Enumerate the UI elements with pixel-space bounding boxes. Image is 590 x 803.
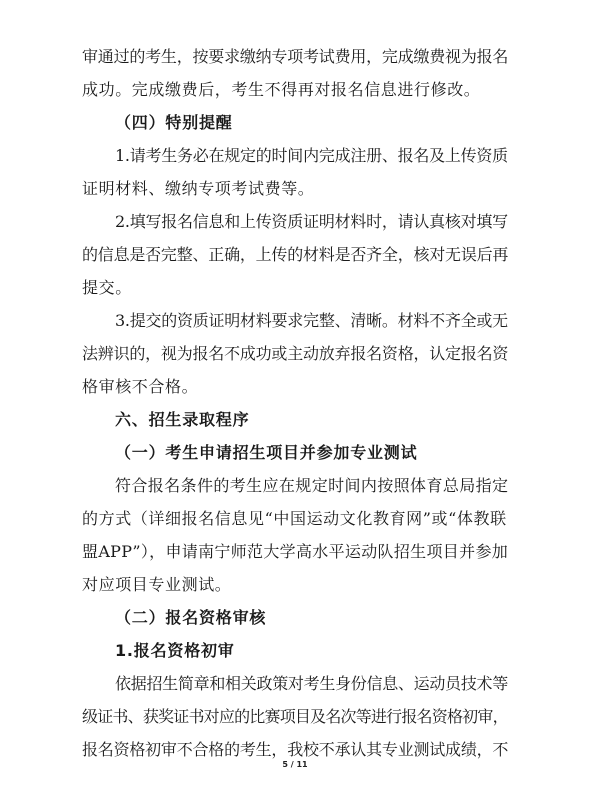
section-heading-admission-procedure: 六、招生录取程序: [115, 410, 250, 429]
subsection-heading-preliminary-review: 1.报名资格初审: [115, 641, 235, 660]
body-text-line: 1.请考生务必在规定的时间内完成注册、报名及上传资质: [115, 146, 508, 165]
section-heading-special-reminder: （四）特别提醒: [115, 113, 233, 132]
body-text-line: 报名资格初审不合格的考生，我校不承认其专业测试成绩，不: [82, 740, 509, 759]
body-text-line: 盟APP”），申请南宁师范大学高水平运动队招生项目并参加: [82, 542, 509, 561]
body-text-line: 提交。: [82, 278, 132, 297]
body-text-line: 对应项目专业测试。: [82, 575, 232, 594]
body-text-line: 3.提交的资质证明材料要求完整、清晰。材料不齐全或无: [115, 311, 508, 330]
page-number: 5 / 11: [282, 760, 308, 769]
body-text-line: 证明材料、缴纳专项考试费等。: [82, 179, 315, 198]
body-text-line: 成功。完成缴费后，考生不得再对报名信息进行修改。: [82, 80, 481, 99]
subsection-heading-qualification-review: （二）报名资格审核: [115, 608, 267, 627]
body-text-line: 2.填写报名信息和上传资质证明材料时，请认真核对填写: [115, 212, 508, 231]
body-text-line: 格审核不合格。: [82, 377, 199, 396]
body-text-line: 级证书、获奖证书对应的比赛项目及名次等进行报名资格初审，: [82, 707, 508, 726]
body-text-line: 依据招生简章和相关政策对考生身份信息、运动员技术等: [115, 674, 509, 693]
body-text-line: 审通过的考生，按要求缴纳专项考试费用，完成缴费视为报名: [82, 47, 509, 66]
body-text-line: 符合报名条件的考生应在规定时间内按照体育总局指定: [115, 476, 509, 495]
body-text-line: 法辨识的，视为报名不成功或主动放弃报名资格，认定报名资: [82, 344, 509, 363]
body-text-line: 的方式（详细报名信息见“中国运动文化教育网”或“体教联: [82, 509, 507, 528]
body-text-line: 的信息是否完整、正确，上传的材料是否齐全，核对无误后再: [82, 245, 509, 264]
subsection-heading-apply-and-test: （一）考生申请招生项目并参加专业测试: [115, 443, 418, 462]
